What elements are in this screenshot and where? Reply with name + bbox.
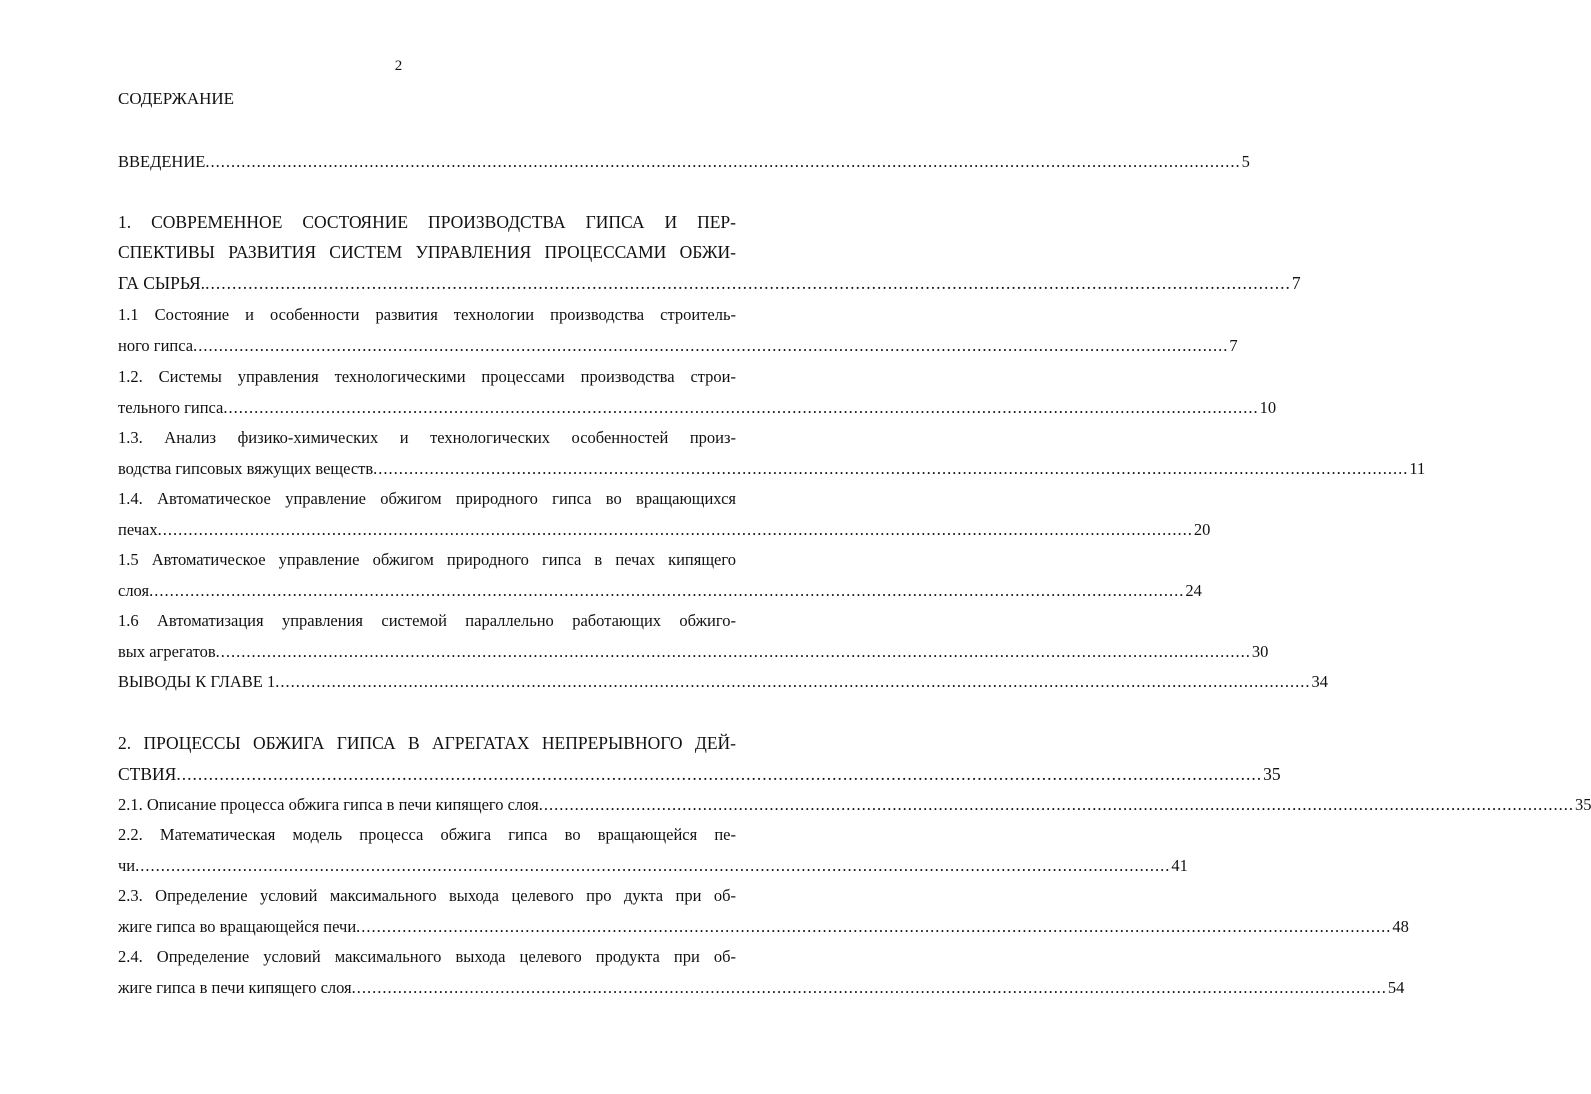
toc-section-1-3-line-2[interactable] [118, 459, 1426, 479]
toc-section-1-6-line-1[interactable]: 1.6 Автоматизация управления системой параллельно работающих обжиго- [118, 611, 736, 630]
toc-title: жиге гипса во вращающейся печи [118, 917, 357, 936]
toc-leader: .......................................................................................................................................................................................................... [215, 642, 1251, 661]
toc-title: ного гипса [118, 336, 194, 355]
toc-page: 5 [1241, 152, 1250, 171]
toc-entry-intro[interactable] [118, 152, 1250, 172]
toc-page: 41 [1171, 856, 1188, 875]
toc-page: 35 [1574, 795, 1591, 814]
toc-title: жиге гипса в печи кипящего слоя [118, 978, 352, 997]
toc-page: 10 [1259, 398, 1277, 417]
toc-page: 7 [1291, 273, 1301, 293]
toc-section-1-4-line-1[interactable]: 1.4. Автоматическое управление обжигом природного гипса во вращающихся [118, 489, 736, 508]
toc-leader: .......................................................................................................................................................................................................... [373, 459, 1409, 478]
toc-chapter-2-line-1[interactable]: 2. ПРОЦЕССЫ ОБЖИГА ГИПСА В АГРЕГАТАХ НЕПРЕРЫВНОГО ДЕЙ- [118, 733, 736, 753]
toc-page: 7 [1229, 336, 1238, 355]
page-number: 2 [394, 58, 403, 74]
toc-section-1-2-line-1[interactable]: 1.2. Системы управления технологическими процессами производства строи- [118, 367, 736, 386]
toc-leader: .......................................................................................................................................................................................................... [149, 581, 1185, 600]
toc-page: 48 [1392, 917, 1409, 936]
toc-section-2-2-line-2[interactable] [118, 856, 1188, 876]
toc-leader: .......................................................................................................................................................................................................... [205, 152, 1241, 171]
toc-section-1-1-line-1[interactable]: 1.1 Состояние и особенности развития технологии производства строитель- [118, 305, 736, 324]
toc-title: слоя [118, 581, 150, 600]
toc-section-2-4-line-2[interactable] [118, 978, 1405, 998]
toc-page: 35 [1263, 764, 1281, 784]
toc-leader: .......................................................................................................................................................................................................... [223, 398, 1259, 417]
toc-page: 34 [1311, 672, 1329, 691]
toc-leader: .......................................................................................................................................................................................................... [157, 520, 1193, 539]
toc-page: 20 [1193, 520, 1211, 539]
toc-title: 2.1. Описание процесса обжига гипса в печи кипящего слоя [118, 795, 539, 814]
toc-section-1-6-line-2[interactable] [118, 642, 1269, 662]
toc-section-2-4-line-1[interactable]: 2.4. Определение условий максимального выхода целевого продукта при об- [118, 947, 736, 966]
toc-leader: .......................................................................................................................................................................................................... [193, 336, 1229, 355]
toc-title: вых агрегатов [118, 642, 216, 661]
toc-chapter-2-line-2[interactable] [118, 764, 1281, 784]
toc-leader: .......................................................................................................................................................................................................... [135, 856, 1171, 875]
toc-title: СТВИЯ [118, 764, 177, 784]
toc-section-1-5-line-2[interactable] [118, 581, 1202, 601]
toc-chapter-1-line-1[interactable]: 1. СОВРЕМЕННОЕ СОСТОЯНИЕ ПРОИЗВОДСТВА ГИПСА И ПЕР- [118, 212, 736, 232]
toc-page: 11 [1409, 459, 1426, 478]
toc-leader: .......................................................................................................................................................................................................... [356, 917, 1392, 936]
toc-section-1-4-line-2[interactable] [118, 520, 1211, 540]
toc-chapter-1-line-3[interactable] [118, 273, 1301, 293]
toc-title: тельного гипса [118, 398, 224, 417]
toc-page: 54 [1387, 978, 1405, 997]
toc-section-1-1-line-2[interactable] [118, 336, 1238, 356]
toc-leader: .......................................................................................................................................................................................................... [351, 978, 1387, 997]
toc-leader: .......................................................................................................................................................................................................... [538, 795, 1574, 814]
toc-section-2-1[interactable] [118, 795, 1591, 815]
toc-title: ГА СЫРЬЯ. [118, 273, 206, 293]
toc-section-1-5-line-1[interactable]: 1.5 Автоматическое управление обжигом природного гипса в печах кипящего [118, 550, 736, 569]
toc-leader: .......................................................................................................................................................................................................... [176, 764, 1263, 784]
toc-title: чи [118, 856, 136, 875]
toc-title: ВЫВОДЫ К ГЛАВЕ 1 [118, 672, 276, 691]
toc-section-2-2-line-1[interactable]: 2.2. Математическая модель процесса обжига гипса во вращающейся пе- [118, 825, 736, 844]
toc-section-1-3-line-1[interactable]: 1.3. Анализ физико-химических и технологических особенностей произ- [118, 428, 736, 447]
toc-title: печах [118, 520, 158, 539]
toc-chapter-1-line-2[interactable]: СПЕКТИВЫ РАЗВИТИЯ СИСТЕМ УПРАВЛЕНИЯ ПРОЦЕССАМИ ОБЖИ- [118, 242, 736, 262]
toc-title: ВВЕДЕНИЕ [118, 152, 206, 171]
toc-page: 30 [1251, 642, 1269, 661]
toc-leader: .......................................................................................................................................................................................................... [205, 273, 1291, 293]
toc-page: 24 [1185, 581, 1202, 600]
toc-leader: .......................................................................................................................................................................................................... [275, 672, 1311, 691]
toc-section-2-3-line-2[interactable] [118, 917, 1409, 937]
contents-heading: СОДЕРЖАНИЕ [118, 89, 235, 108]
toc-section-1-2-line-2[interactable] [118, 398, 1277, 418]
toc-title: водства гипсовых вяжущих веществ [118, 459, 374, 478]
toc-section-2-3-line-1[interactable]: 2.3. Определение условий максимального выхода целевого про дукта при об- [118, 886, 736, 905]
toc-entry-conclusions-1[interactable] [118, 672, 1329, 692]
